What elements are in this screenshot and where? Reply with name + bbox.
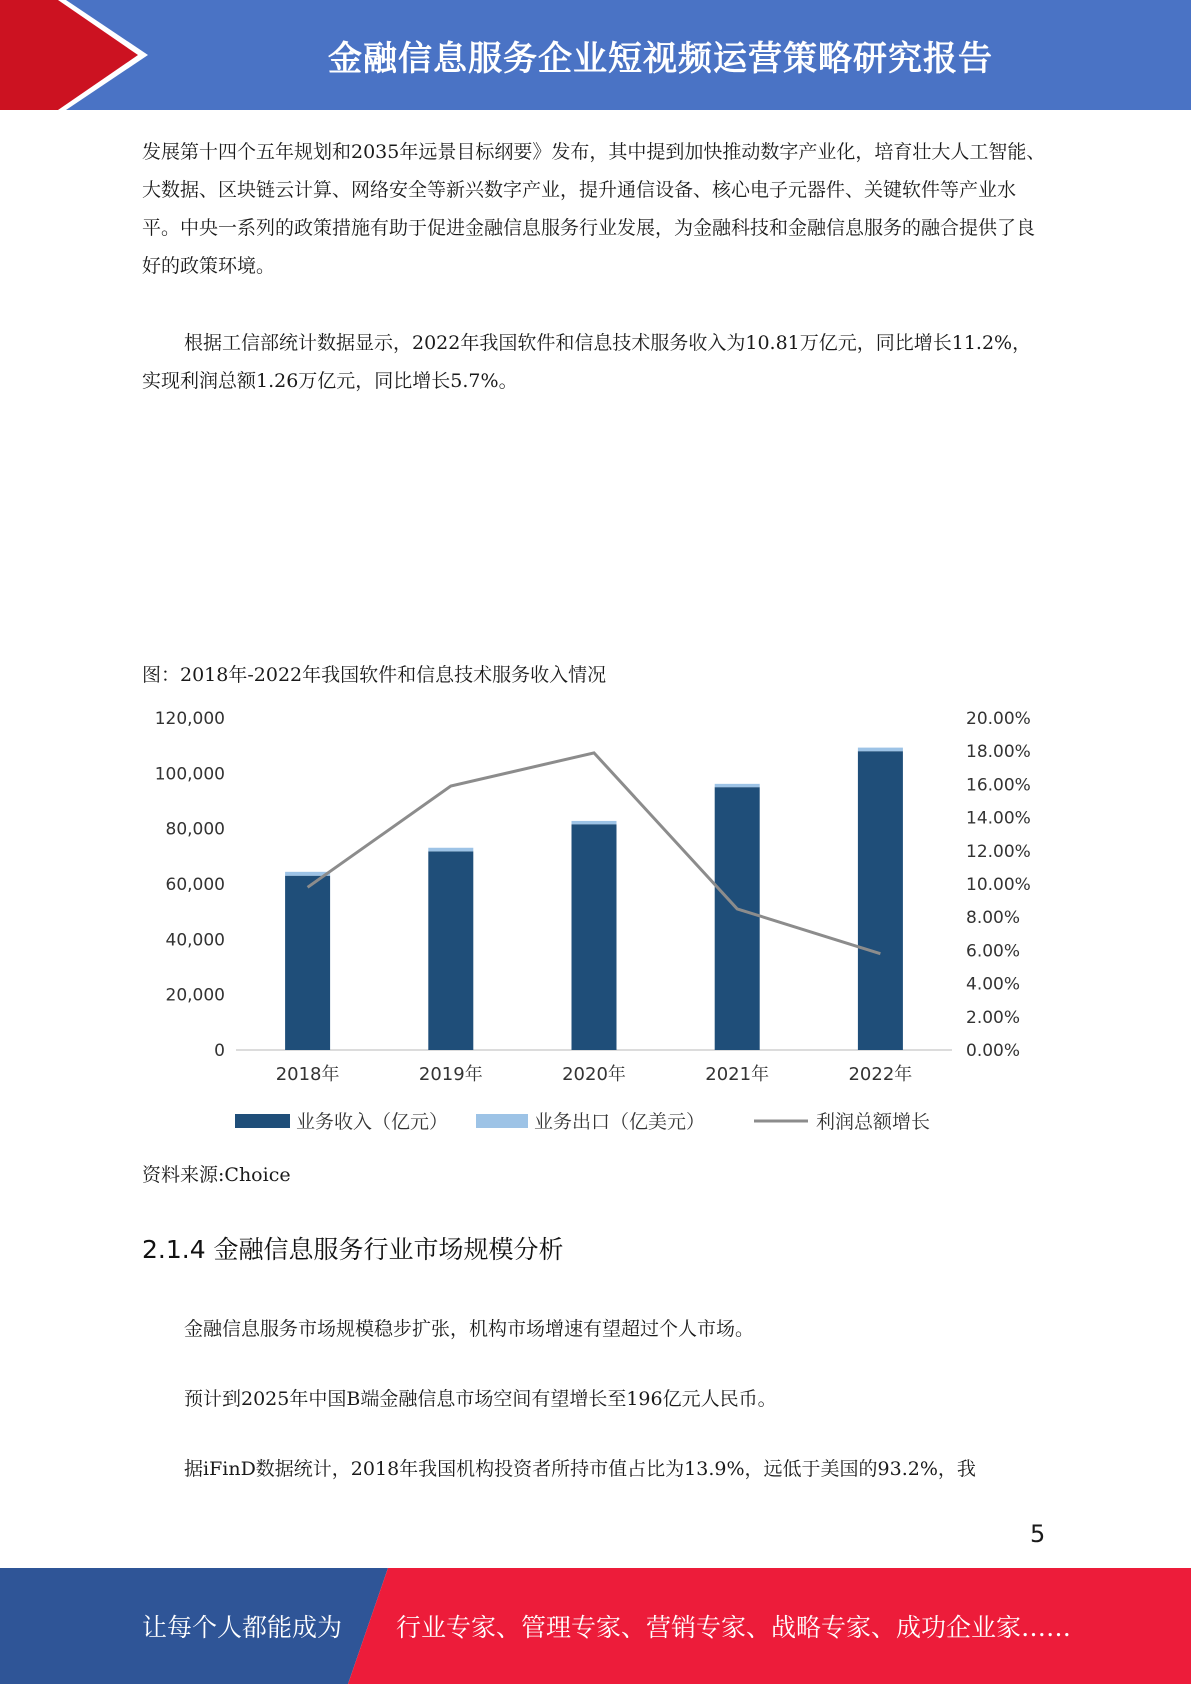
page-header: [0, 0, 1191, 110]
right-axis-tick-label: 10.00%: [966, 875, 1031, 895]
paragraph-forecast: 预计到2025年中国B端金融信息市场空间有望增长至196亿元人民币。: [184, 1388, 777, 1410]
header-chevron-icon: [0, 0, 160, 110]
paragraph-revenue: 根据工信部统计数据显示，2022年我国软件和信息技术服务收入为10.81万亿元，同比增长11.2%，实现利润总额1.26万亿元，同比增长5.7%。: [142, 332, 1032, 392]
page-number: 5: [1030, 1520, 1046, 1548]
left-axis-tick-label: 120,000: [154, 709, 225, 729]
page-footer: [0, 1568, 1191, 1684]
footer-slogan-right: 行业专家、管理专家、营销专家、战略专家、成功企业家……: [396, 1613, 1072, 1642]
right-axis-tick-label: 0.00%: [966, 1041, 1021, 1061]
left-axis-tick-label: 20,000: [165, 985, 225, 1006]
right-axis-tick-label: 18.00%: [966, 742, 1031, 763]
paragraph-policy: 发展第十四个五年规划和2035年远景目标纲要》发布，其中提到加快推动数字产业化，培育壮大人工智能、大数据、区块链云计算、网络安全等新兴数字产业，提升通信设备、核心电子元器件、关键软件等产业水平。中央一系列的政策措施有助于促进金融信息服务行业发展，为金融科技和金融信息服务的融合提供了良好的政策环境。: [142, 141, 1046, 277]
source-note: 资料来源:Choice: [142, 1164, 291, 1186]
legend-swatch-export: [476, 1114, 528, 1128]
x-axis-tick-label: 2018年: [275, 1064, 340, 1085]
report-title: 金融信息服务企业短视频运营策略研究报告: [328, 38, 993, 79]
left-axis-tick-label: 40,000: [165, 930, 225, 951]
x-axis-tick-label: 2019年: [418, 1064, 483, 1085]
left-axis-tick-label: 80,000: [165, 819, 225, 840]
section-heading: 2.1.4 金融信息服务行业市场规模分析: [142, 1235, 564, 1264]
left-axis-tick-label: 60,000: [165, 875, 225, 895]
bar-income: [285, 876, 330, 1050]
bar-income: [428, 851, 473, 1050]
figure-caption: 图：2018年-2022年我国软件和信息技术服务收入情况: [142, 664, 607, 686]
footer-slogan-left: 让每个人都能成为: [142, 1613, 343, 1642]
paragraph-ifind: 据iFinD数据统计，2018年我国机构投资者所持市值占比为13.9%，远低于美国的93.2%，我: [184, 1458, 976, 1480]
legend-label-export: 业务出口（亿美元）: [534, 1111, 706, 1133]
bar-export: [428, 848, 473, 852]
bar-export: [858, 748, 903, 752]
legend-label-income: 业务收入（亿元）: [296, 1111, 449, 1133]
right-axis-tick-label: 6.00%: [966, 941, 1021, 962]
bar-income: [858, 751, 903, 1050]
bar-export: [715, 784, 760, 787]
revenue-chart: [130, 700, 1070, 1150]
bar-export: [572, 821, 617, 824]
x-axis-tick-label: 2022年: [848, 1064, 913, 1085]
right-axis-tick-label: 14.00%: [966, 808, 1031, 829]
right-axis-tick-label: 8.00%: [966, 908, 1021, 929]
x-axis-tick-label: 2020年: [562, 1064, 626, 1085]
legend-label-profit: 利润总额增长: [816, 1111, 931, 1133]
x-axis-tick-label: 2021年: [705, 1064, 770, 1085]
right-axis-tick-label: 4.00%: [966, 974, 1021, 995]
legend-swatch-income: [235, 1114, 290, 1128]
right-axis-tick-label: 20.00%: [966, 709, 1031, 729]
left-axis-tick-label: 0: [214, 1041, 225, 1061]
bar-income: [572, 824, 617, 1050]
left-axis-tick-label: 100,000: [154, 764, 225, 785]
paragraph-market: 金融信息服务市场规模稳步扩张，机构市场增速有望超过个人市场。: [184, 1318, 755, 1340]
right-axis-tick-label: 16.00%: [966, 775, 1031, 796]
right-axis-tick-label: 12.00%: [966, 841, 1031, 862]
bar-income: [715, 787, 760, 1050]
right-axis-tick-label: 2.00%: [966, 1007, 1021, 1028]
